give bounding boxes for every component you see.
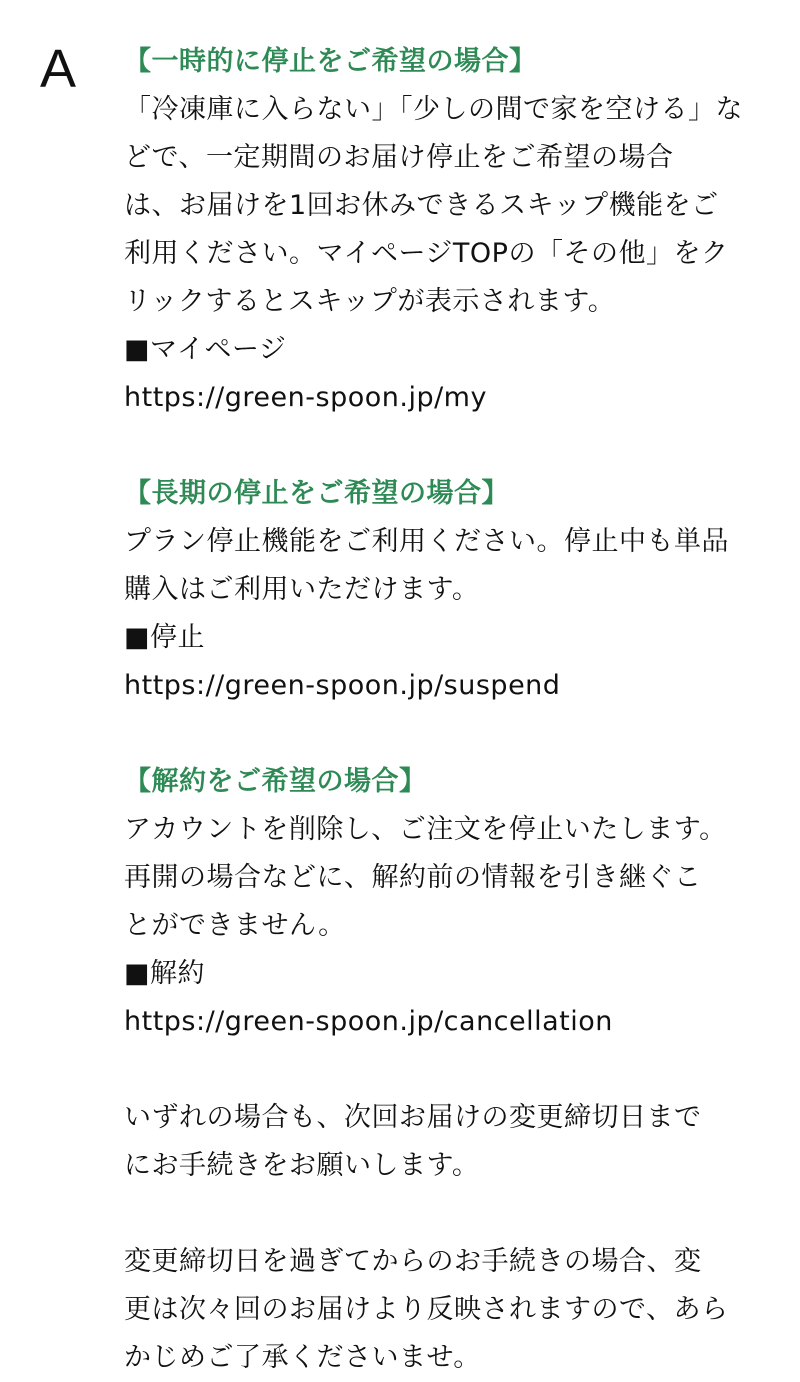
paragraph-line: かじめご了承くださいませ。	[124, 1342, 481, 1373]
section-spacer	[124, 422, 764, 470]
paragraph-line: プラン停止機能をご利用ください。停止中も単品	[124, 526, 729, 557]
section-spacer	[124, 1190, 764, 1238]
paragraph-line: 「冷凍庫に入らない」「少しの間で家を空ける」な	[124, 94, 743, 125]
section-spacer	[124, 1046, 764, 1094]
paragraph-line: 再開の場合などに、解約前の情報を引き継ぐこ	[124, 862, 702, 893]
section-cancellation	[124, 758, 764, 1046]
paragraph-line: とができません。	[124, 910, 346, 941]
paragraph-line: 利用ください。マイページTOPの「その他」をク	[124, 238, 729, 269]
mypage-link-label: ■マイページ	[124, 334, 287, 365]
paragraph-line: どで、一定期間のお届け停止をご希望の場合	[124, 142, 674, 173]
cancellation-link[interactable]: https://green-spoon.jp/cancellation	[124, 1006, 613, 1037]
section-heading-long-term: 【長期の停止をご希望の場合】	[124, 478, 509, 509]
section-spacer	[124, 710, 764, 758]
section-temporary-stop	[124, 38, 764, 422]
cancellation-link-label: ■解約	[124, 958, 206, 989]
suspend-link-label: ■停止	[124, 622, 206, 653]
paragraph-line: にお手続きをお願いします。	[124, 1150, 480, 1181]
paragraph-line: アカウントを削除し、ご注文を停止いたします。	[124, 814, 727, 845]
late-procedure-note	[124, 1238, 764, 1382]
answer-content	[124, 38, 764, 1382]
paragraph-line: 更は次々回のお届けより反映されますので、あら	[124, 1294, 729, 1325]
answer-label: A	[40, 39, 77, 99]
paragraph-line: 購入はご利用いただけます。	[124, 574, 480, 605]
suspend-link[interactable]: https://green-spoon.jp/suspend	[124, 670, 561, 701]
section-heading-cancellation: 【解約をご希望の場合】	[124, 766, 427, 797]
paragraph-line: リックするとスキップが表示されます。	[124, 286, 616, 317]
paragraph-line: いずれの場合も、次回お届けの変更締切日まで	[124, 1102, 702, 1133]
section-heading-temporary: 【一時的に停止をご希望の場合】	[124, 46, 537, 77]
mypage-link[interactable]: https://green-spoon.jp/my	[124, 382, 487, 413]
paragraph-line: 変更締切日を過ぎてからのお手続きの場合、変	[124, 1246, 702, 1277]
section-long-term-stop	[124, 470, 764, 710]
deadline-note	[124, 1094, 764, 1190]
paragraph-line: は、お届けを1回お休みできるスキップ機能をご	[124, 190, 719, 221]
